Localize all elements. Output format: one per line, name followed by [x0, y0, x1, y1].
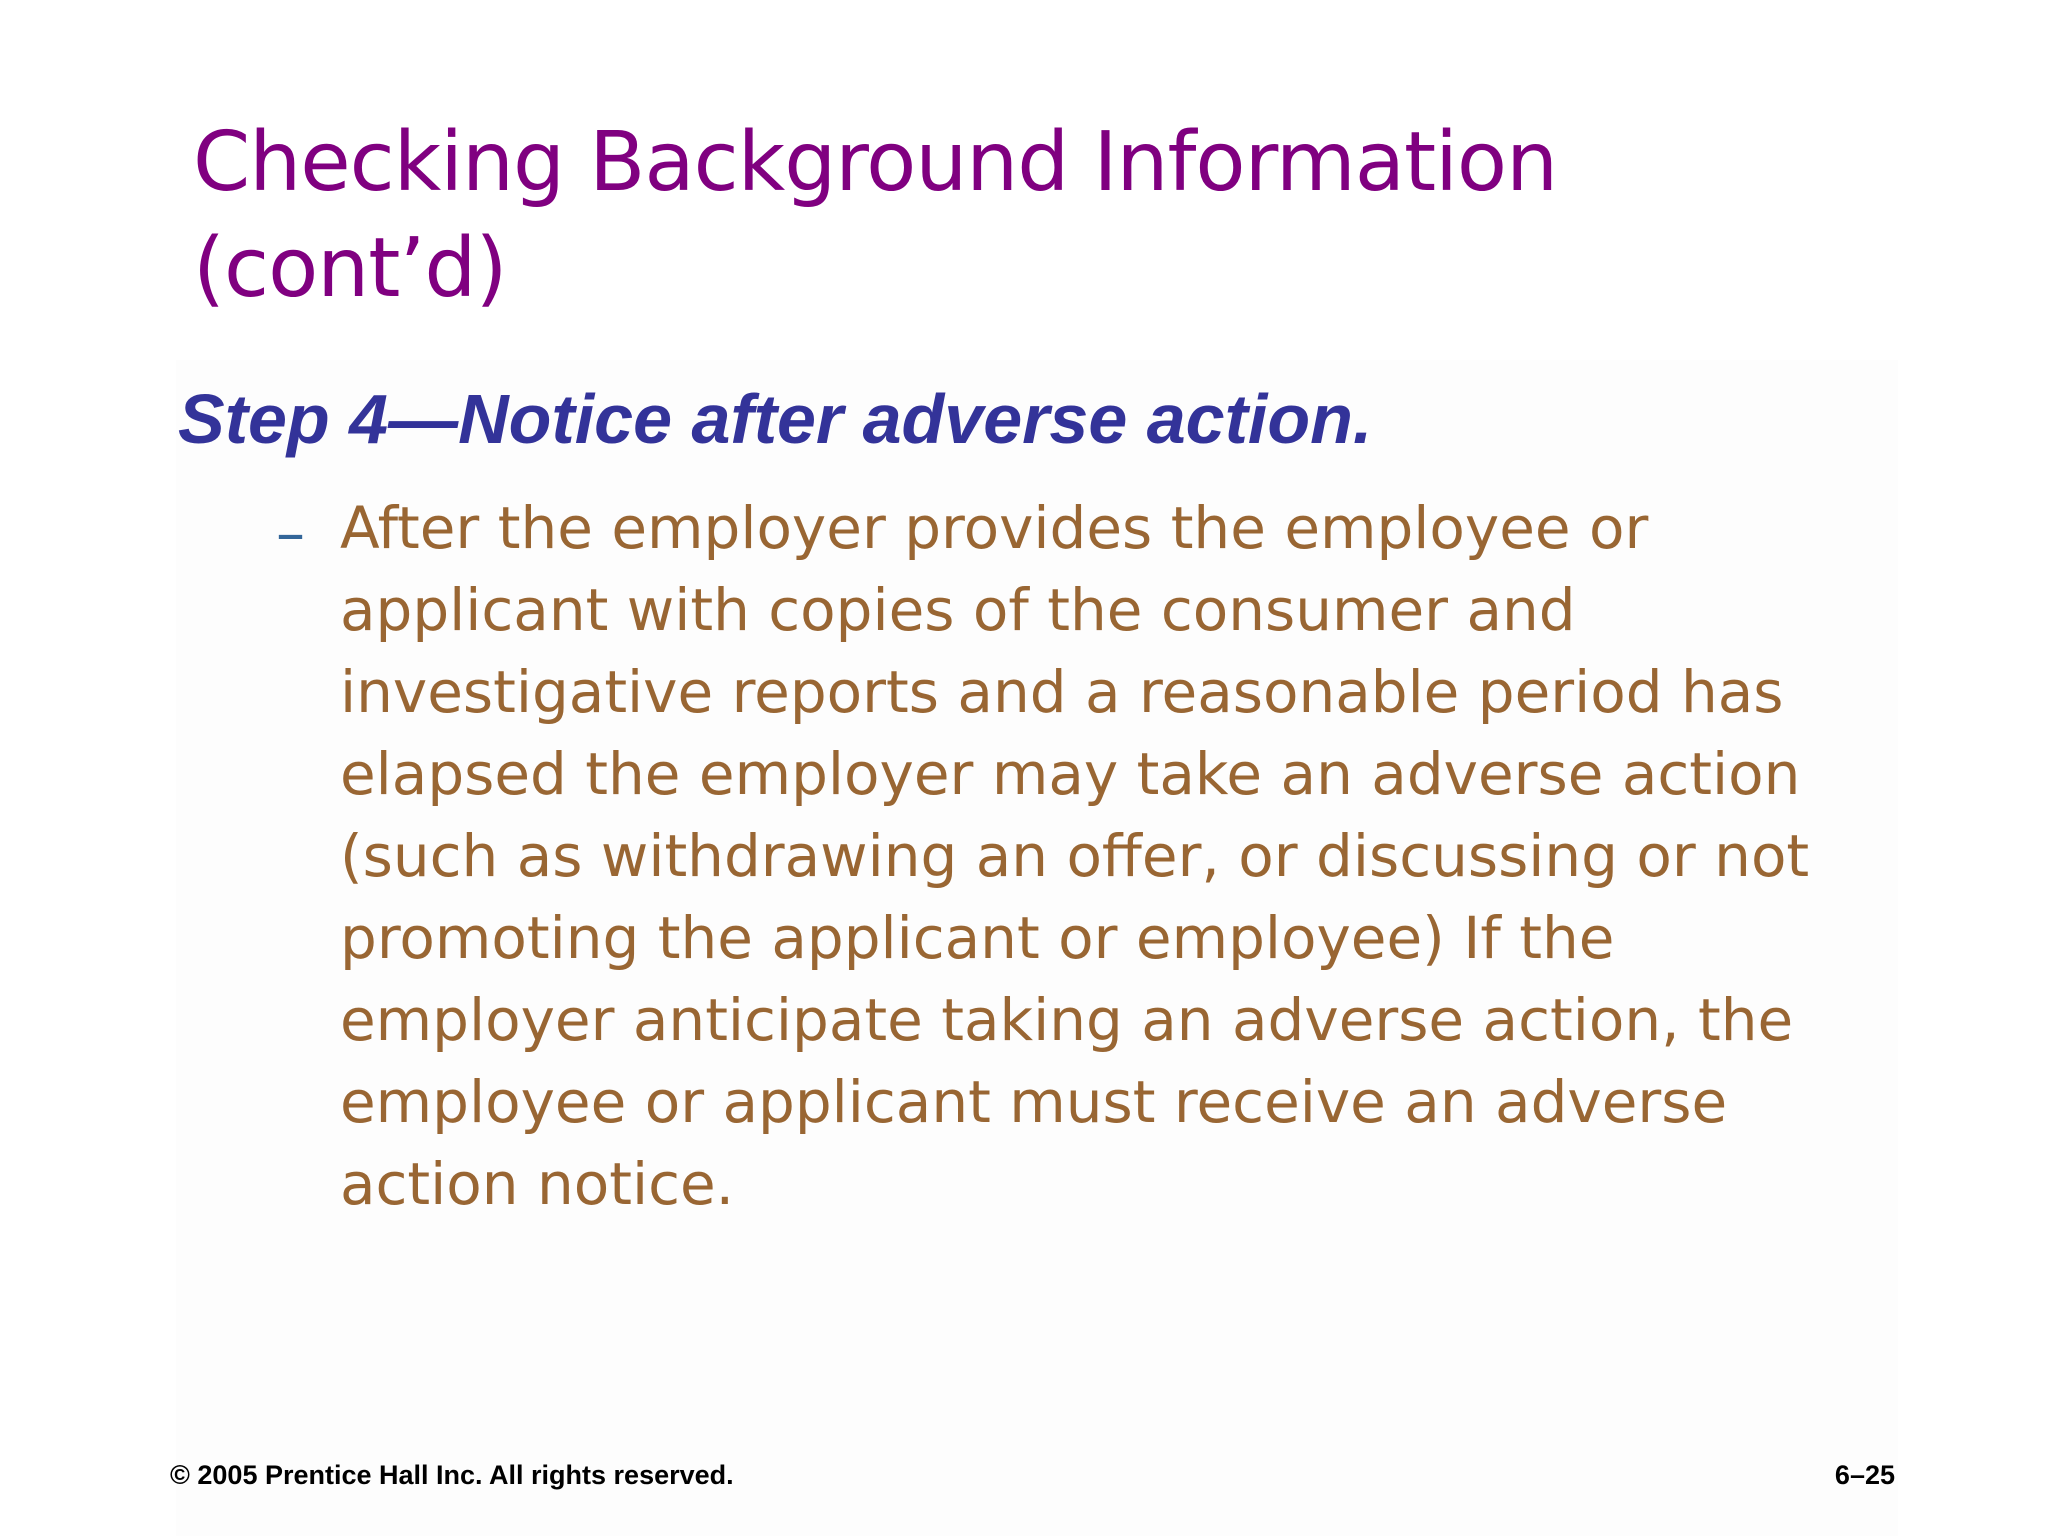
bullet-dash-icon: –	[276, 499, 305, 567]
bullet-text-line: employee or applicant must receive an adverse	[340, 1068, 1728, 1136]
slide-title	[193, 110, 1973, 322]
slide-title-line-2: (cont’d)	[193, 221, 507, 316]
bullet-text-line: promoting the applicant or employee) If the	[340, 904, 1615, 972]
footer-page-number: 6–25	[1834, 1460, 1895, 1490]
bullet-text-line: After the employer provides the employee or	[340, 494, 1649, 562]
bullet-text-line: elapsed the employer may take an adverse action	[340, 740, 1801, 808]
footer-copyright: © 2005 Prentice Hall Inc. All rights reserved.	[170, 1460, 734, 1490]
step-heading: Step 4—Notice after adverse action.	[178, 380, 1373, 458]
bullet-text-line: (such as withdrawing an offer, or discussing or not	[340, 822, 1810, 890]
bullet-text-line: action notice.	[340, 1150, 735, 1218]
bullet-text-line: investigative reports and a reasonable period has	[340, 658, 1784, 726]
bullet-text-line: applicant with copies of the consumer and	[340, 576, 1576, 644]
bullet-text-line: employer anticipate taking an adverse action, the	[340, 986, 1794, 1054]
slide-title-line-1: Checking Background Information	[193, 115, 1558, 210]
bullet-text	[340, 487, 1900, 1225]
